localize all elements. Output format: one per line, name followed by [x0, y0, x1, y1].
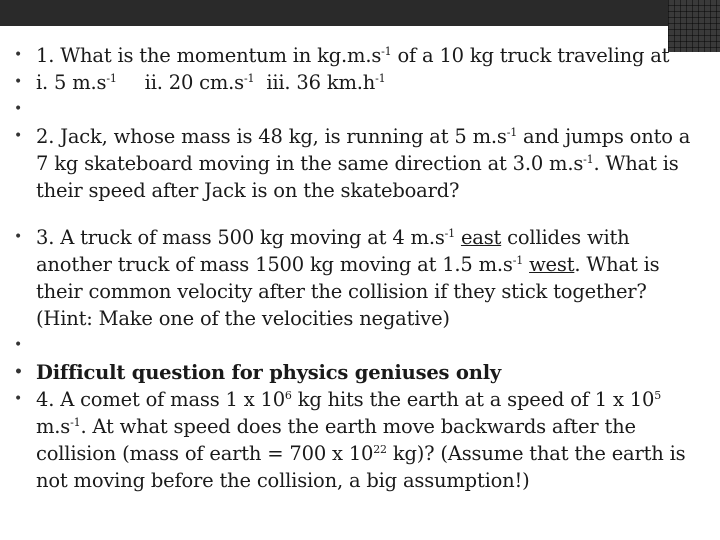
bullet-icon: •	[14, 128, 23, 144]
question-4	[0, 386, 700, 494]
q2-text-a: 2. Jack, whose mass is 48 kg, is running at 5 m.s	[36, 125, 507, 148]
slide-top-bar	[0, 0, 720, 26]
q1-part-iii-sup: -1	[375, 72, 386, 85]
bullet-icon: •	[14, 229, 23, 245]
bullet-icon: •	[14, 364, 23, 380]
q3-text-a: 3. A truck of mass 500 kg moving at 4 m.s	[36, 226, 445, 249]
bullet-icon: •	[14, 391, 23, 407]
q1-part-ii: ii. 20 cm.s	[144, 71, 244, 94]
q2-sup-a: -1	[506, 126, 518, 139]
q4-text-d: . At what speed does the earth move backwards after the collision (mass of earth = 700 x 10	[36, 415, 636, 465]
q3-sup-b: -1	[512, 254, 524, 267]
q4-text-c: m.s	[36, 415, 71, 438]
q4-text-b: kg hits the earth at a speed of 1 x 10	[291, 388, 655, 411]
q3-direction-west: west	[529, 253, 575, 276]
q3-sup-a: -1	[444, 227, 455, 240]
bullet-icon: •	[14, 101, 23, 117]
q1-text-b: of a 10 kg truck traveling at	[391, 44, 670, 67]
bullet-icon: •	[14, 47, 23, 63]
q1-part-ii-sup: -1	[243, 72, 255, 85]
q1-part-iii: iii. 36 km.h	[266, 71, 376, 94]
q1-part-i-sup: -1	[106, 72, 117, 85]
q4-sup-c: -1	[70, 416, 81, 429]
bullet-icon: •	[14, 337, 23, 353]
question-1	[0, 42, 700, 69]
q3-direction-east: east	[460, 226, 502, 249]
q2-sup-b: -1	[583, 153, 594, 166]
q4-sup-a: 6	[284, 389, 292, 402]
q1-text-a: 1. What is the momentum in kg.m.s	[36, 44, 382, 67]
question-1-parts	[0, 69, 700, 96]
q3-text-b: collides with another truck of mass 1500 kg moving at 1.5 m.s	[36, 226, 630, 276]
q4-text-e: kg)? (Assume that the earth is not moving before the collision, a big assumption!)	[36, 442, 686, 492]
q1-sup-a: -1	[381, 45, 392, 58]
q2-text-c: . What is their speed after Jack is on the skateboard?	[36, 152, 679, 202]
question-2	[0, 123, 700, 204]
question-list	[0, 42, 700, 494]
bullet-icon: •	[14, 74, 23, 90]
empty-item	[0, 332, 700, 359]
question-3	[0, 224, 700, 332]
difficult-heading	[0, 359, 700, 386]
empty-item	[0, 96, 700, 123]
heading-text: Difficult question for physics geniuses only	[36, 361, 502, 384]
q1-part-i: i. 5 m.s	[36, 71, 107, 94]
q4-sup-b: 5	[654, 389, 661, 402]
q2-text-b: and jumps onto a 7 kg skateboard moving in the same direction at 3.0 m.s	[36, 125, 691, 175]
q4-text-a: 4. A comet of mass 1 x 10	[36, 388, 285, 411]
q4-sup-d: 22	[373, 443, 387, 456]
q3-text-c: . What is their common velocity after the collision if they stick together? (Hint: Make one of the velocities negative)	[36, 253, 660, 330]
